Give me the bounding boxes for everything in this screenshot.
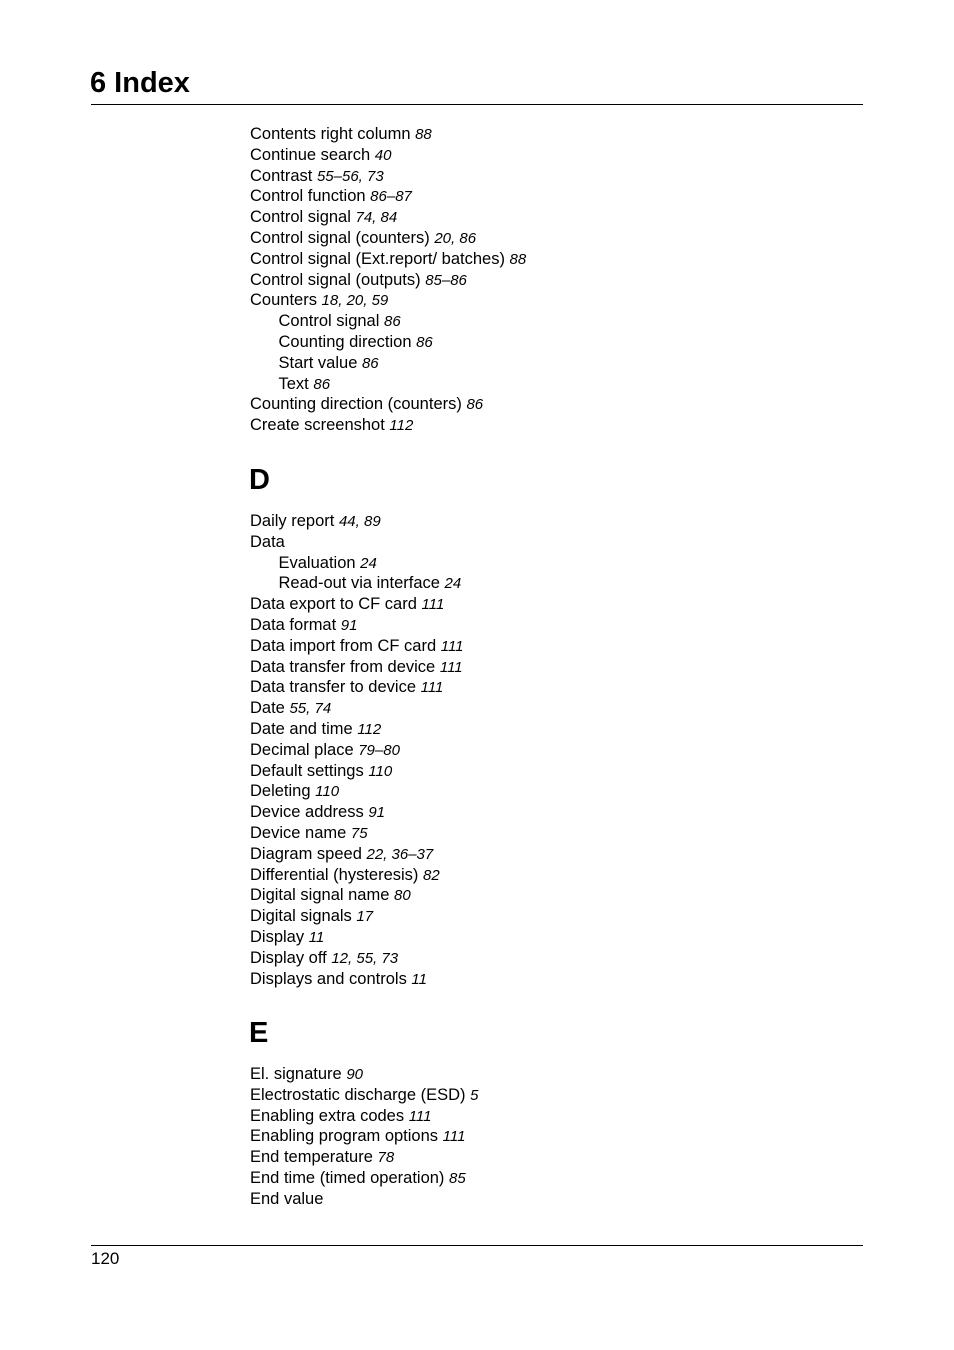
index-page-refs: 11: [308, 928, 325, 946]
index-page-refs: 78: [377, 1149, 395, 1167]
page-number: 120: [91, 1249, 120, 1268]
index-entry: [250, 844, 464, 865]
index-term: Device address: [250, 803, 364, 822]
index-page-refs: 55–56, 73: [316, 167, 384, 185]
index-section-c: [250, 124, 526, 436]
index-page-refs: 86: [361, 354, 379, 372]
index-term: Date and time: [250, 719, 353, 738]
index-entry: [250, 1168, 478, 1189]
index-page-refs: 20, 86: [434, 229, 477, 247]
index-page-refs: 112: [357, 720, 382, 738]
index-term: Data: [250, 532, 285, 551]
section-letter-e: E: [249, 1017, 269, 1049]
index-entry: [250, 761, 464, 782]
index-page-refs: 91: [368, 804, 386, 822]
index-entry: [250, 594, 464, 615]
index-page-refs: 111: [440, 637, 464, 655]
index-page-refs: 111: [439, 658, 463, 676]
index-entry: [250, 885, 464, 906]
index-page-refs: 85: [449, 1169, 466, 1187]
index-entry: [250, 166, 526, 187]
index-entry: [250, 290, 526, 311]
index-page-refs: 86: [416, 333, 433, 351]
index-term: Control signal: [278, 312, 380, 331]
index-entry: [250, 511, 464, 532]
index-term: Data transfer to device: [250, 678, 416, 697]
index-term: Control signal (counters): [250, 228, 430, 247]
index-page-refs: 40: [374, 146, 392, 164]
index-term: Diagram speed: [250, 844, 362, 863]
index-subentry: [250, 553, 464, 574]
index-entry: [250, 124, 526, 145]
index-entry: [250, 802, 464, 823]
index-term: Enabling program options: [250, 1127, 439, 1146]
index-entry: [250, 1085, 478, 1106]
index-entry: [250, 719, 464, 740]
index-entry: [250, 677, 464, 698]
index-page-refs: 86–87: [370, 188, 412, 206]
index-page-refs: 88: [509, 250, 527, 268]
index-page-refs: 24: [360, 554, 377, 572]
index-page-refs: 75: [350, 824, 368, 842]
index-entry: [250, 823, 464, 844]
index-entry: [250, 1064, 478, 1085]
index-term: End temperature: [250, 1148, 373, 1167]
index-entry: [250, 228, 526, 249]
index-term: Digital signals: [250, 907, 352, 926]
index-term: Data format: [250, 615, 337, 634]
index-page-refs: 80: [394, 887, 411, 905]
index-term: El. signature: [250, 1065, 342, 1083]
index-term: Control function: [250, 187, 366, 206]
index-page-refs: 86: [383, 313, 401, 331]
index-term: Date: [250, 699, 285, 718]
index-term: Data export to CF card: [250, 595, 417, 614]
index-term: Default settings: [250, 761, 364, 780]
index-page-refs: 22, 36–37: [366, 845, 434, 863]
index-page-refs: 86: [313, 375, 331, 393]
index-term: Display off: [250, 948, 327, 967]
index-entry: [250, 145, 526, 166]
index-term: Electrostatic discharge (ESD): [250, 1085, 466, 1104]
index-term: Counting direction: [278, 332, 412, 351]
index-page-refs: 86: [466, 396, 484, 414]
index-term: Control signal (outputs): [250, 270, 421, 289]
index-term: Text: [278, 374, 309, 393]
index-term: Create screenshot: [250, 416, 385, 435]
page-title: 6 Index: [90, 67, 190, 99]
index-page-refs: 12, 55, 73: [331, 949, 399, 967]
index-page-refs: 82: [423, 866, 440, 884]
index-page-refs: 85–86: [425, 271, 467, 289]
index-entry: [250, 415, 526, 436]
index-section-d: [250, 511, 464, 989]
index-entry: [250, 1106, 478, 1127]
header-rule: [91, 104, 863, 105]
index-entry: [250, 207, 526, 228]
index-page-refs: 74, 84: [355, 209, 398, 227]
footer-rule: [91, 1245, 863, 1246]
index-term: Daily report: [250, 512, 335, 530]
index-entry: [250, 270, 526, 291]
index-entry: [250, 906, 464, 927]
index-term: Counting direction (counters): [250, 395, 462, 414]
index-page-refs: 110: [368, 762, 393, 780]
index-page-refs: 5: [470, 1086, 479, 1104]
section-letter-d: D: [249, 464, 270, 496]
index-entry: [250, 781, 464, 802]
index-subentry: [250, 332, 526, 353]
index-entry: [250, 740, 464, 761]
index-term: Control signal (Ext.report/ batches): [250, 249, 505, 268]
index-page-refs: 110: [315, 783, 340, 801]
index-term: End value: [250, 1189, 324, 1208]
index-term: End time (timed operation): [250, 1168, 445, 1187]
index-entry: [250, 698, 464, 719]
index-term: Displays and controls: [250, 969, 407, 988]
index-term: Contents right column: [250, 125, 411, 143]
index-page-refs: 55, 74: [289, 700, 332, 718]
index-page-refs: 17: [356, 908, 374, 926]
index-term: Evaluation: [278, 553, 356, 572]
index-term: Digital signal name: [250, 886, 390, 905]
index-entry: [250, 636, 464, 657]
index-term: Read-out via interface: [278, 574, 440, 593]
index-subentry: [250, 573, 464, 594]
index-page-refs: 91: [340, 616, 358, 634]
index-term: Start value: [278, 353, 358, 372]
index-entry: [250, 249, 526, 270]
index-entry: [250, 532, 464, 553]
index-entry: [250, 927, 464, 948]
index-page-refs: 111: [421, 596, 445, 614]
index-page-refs: 111: [420, 679, 444, 697]
index-page-refs: 90: [346, 1066, 363, 1083]
index-entry: [250, 948, 464, 969]
index-term: Device name: [250, 823, 347, 842]
index-term: Data transfer from device: [250, 657, 436, 676]
index-term: Differential (hysteresis): [250, 865, 419, 884]
index-entry: [250, 615, 464, 636]
index-entry: [250, 1126, 478, 1147]
index-term: Contrast: [250, 166, 313, 185]
index-term: Decimal place: [250, 740, 354, 759]
index-entry: [250, 1147, 478, 1168]
index-entry: [250, 657, 464, 678]
index-entry: [250, 394, 526, 415]
index-entry: [250, 186, 526, 207]
index-subentry: [250, 374, 526, 395]
index-page-refs: 11: [411, 970, 427, 988]
index-term: Control signal: [250, 208, 351, 227]
index-page-refs: 18, 20, 59: [321, 292, 389, 310]
index-term: Continue search: [250, 145, 371, 164]
index-term: Enabling extra codes: [250, 1106, 405, 1125]
index-term: Data import from CF card: [250, 636, 437, 655]
index-entry: [250, 969, 464, 990]
index-page-refs: 112: [389, 417, 414, 435]
index-page-refs: 111: [442, 1128, 466, 1146]
index-subentry: [250, 311, 526, 332]
index-page-refs: 44, 89: [338, 513, 381, 530]
index-term: Counters: [250, 291, 317, 310]
index-term: Deleting: [250, 782, 311, 801]
index-term: Display: [250, 927, 305, 946]
index-entry: [250, 865, 464, 886]
index-page-refs: 24: [444, 575, 462, 593]
index-page-refs: 111: [408, 1107, 432, 1125]
index-page-refs: 79–80: [358, 741, 400, 759]
index-page-refs: 88: [415, 126, 432, 143]
index-subentry: [250, 353, 526, 374]
index-section-e: [250, 1064, 478, 1210]
index-entry: [250, 1189, 478, 1210]
